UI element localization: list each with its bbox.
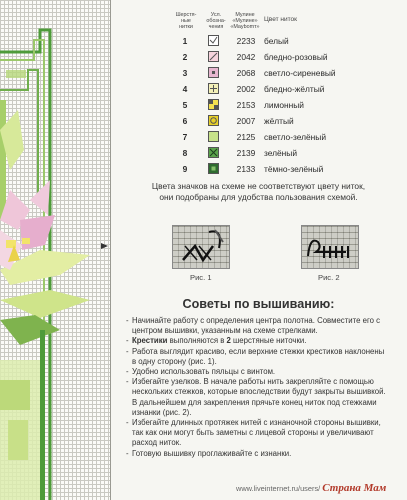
row-number: 1 [182, 36, 188, 46]
tip-item: - Избегайте длинных протяжек нитей с изнаночной стороны вышивки, так как они могут быть заметны с лицевой стороны и увеличивают расход ниток. [126, 418, 381, 448]
key-row [172, 162, 402, 177]
thread-color-name: светло-сиреневый [264, 68, 336, 78]
figure-1-stitch-illustration [172, 225, 230, 269]
key-row [172, 98, 402, 113]
dot-symbol-icon [208, 67, 219, 78]
thread-color-name: лимонный [264, 100, 304, 110]
row-number: 2 [182, 52, 188, 62]
symbol-color-note [110, 181, 407, 203]
key-row [172, 146, 402, 161]
note-line-2: они подобраны для удобства пользования схемой. [159, 192, 358, 202]
thread-code: 2042 [236, 52, 256, 62]
key-row [172, 50, 402, 65]
solid-symbol-icon [208, 131, 219, 142]
row-number: 6 [182, 116, 188, 126]
note-line-1: Цвета значков на схеме не соответствуют цвету ниток, [151, 181, 366, 191]
row-number: 3 [182, 68, 188, 78]
figure-1-caption: Рис. 1 [190, 273, 212, 282]
cross-stitch-chart-fragment [0, 0, 111, 500]
thread-color-name: тёмно-зелёный [264, 164, 324, 174]
row-number: 4 [182, 84, 188, 94]
embroidery-tips-list [126, 316, 390, 459]
key-row [172, 66, 402, 81]
thread-code: 2002 [236, 84, 256, 94]
tip-item: - Избегайте узелков. В начале работы нить закрепляйте с помощью нескольких стежков, которые впоследствии будут закрыты вышивкой. В дальнейшем для закрепления прячьте конец ниток под стежками изнанки (рис. 2). [126, 377, 386, 417]
thread-code: 2153 [236, 100, 256, 110]
tip-item: - Готовую вышивку проглаживайте с изнанки. [126, 448, 292, 458]
chart-pattern-art [0, 0, 110, 500]
thread-color-name: жёлтый [264, 116, 294, 126]
row-number: 8 [182, 148, 188, 158]
tip-item: - Крестики выполняются в 2 шерстяные ниточки. [126, 336, 307, 346]
thread-code: 2068 [236, 68, 256, 78]
key-row [172, 82, 402, 97]
thread-color-name: светло-зелёный [264, 132, 326, 142]
center-arrow-icon [101, 243, 108, 249]
tip-item: - Работа выглядит красиво, если верхние стежки крестиков наклонены в одну сторону (рис. 1). [126, 346, 385, 366]
header-symbol: Усл. обозна- чения [206, 12, 226, 30]
thread-anchoring-icon [302, 226, 358, 268]
header-mouline: Мулине «Мулине» «Maybomт» [230, 12, 260, 30]
thread-code: 2125 [236, 132, 256, 142]
watermark-url: www.liveinternet.ru/users/ [236, 484, 321, 493]
header-wool: Шерстя- ные нитки [175, 12, 197, 30]
watermark-brand-logo: Страна Мам [322, 482, 387, 494]
header-color: Цвет ниток [264, 16, 297, 23]
checker-symbol-icon [208, 99, 219, 110]
thread-code: 2233 [236, 36, 256, 46]
key-row [172, 114, 402, 129]
thread-code: 2139 [236, 148, 256, 158]
filled-symbol-icon [208, 163, 219, 174]
needle-cross-stitch-icon [173, 226, 229, 268]
tip-item: - Удобно использовать пяльцы с винтом. [126, 367, 276, 377]
site-watermark [236, 482, 386, 494]
thread-color-name: зелёный [264, 148, 297, 158]
tip-item: - Начинайте работу с определения центра полотна. Совместите его с центром вышивки, указанным на схеме стрелками. [126, 316, 381, 336]
figure-2-caption: Рис. 2 [318, 273, 340, 282]
thread-code: 2007 [236, 116, 256, 126]
tips-heading: Советы по вышиванию: [182, 297, 335, 311]
thread-color-name: белый [264, 36, 289, 46]
thread-code: 2133 [236, 164, 256, 174]
thread-color-name: бледно-жёлтый [264, 84, 325, 94]
row-number: 9 [182, 164, 188, 174]
row-number: 5 [182, 100, 188, 110]
diagonal-symbol-icon [208, 51, 219, 62]
thread-color-name: бледно-розовый [264, 52, 328, 62]
circle-symbol-icon [208, 115, 219, 126]
plus-symbol-icon [208, 83, 219, 94]
key-row [172, 34, 402, 49]
check-symbol-icon [208, 35, 219, 46]
cross-symbol-icon [208, 147, 219, 158]
figure-2-stitch-illustration [301, 225, 359, 269]
key-row [172, 130, 402, 145]
row-number: 7 [182, 132, 188, 142]
